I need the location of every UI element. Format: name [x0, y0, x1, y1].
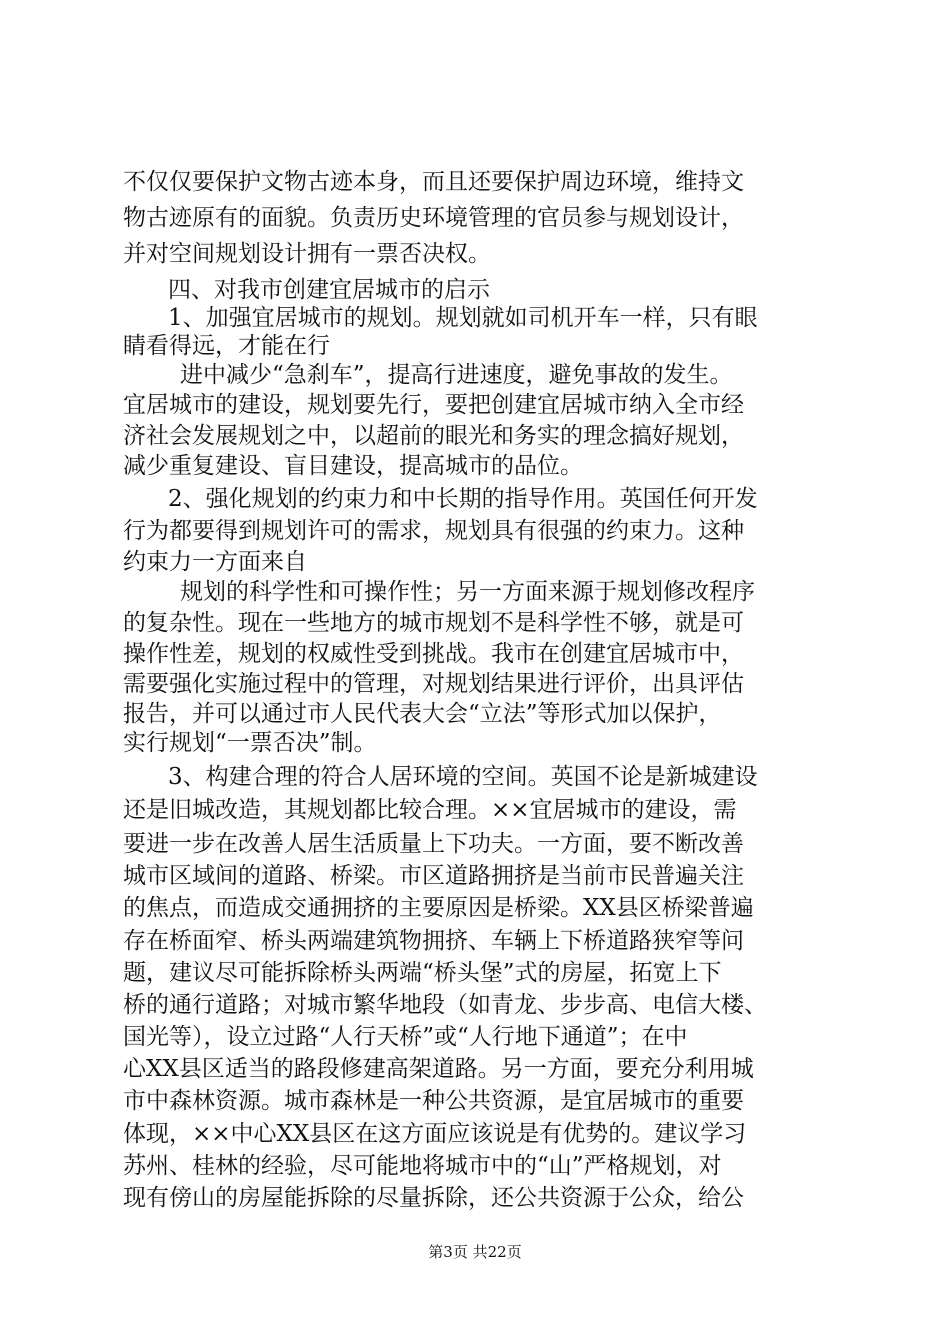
text-line-9: 济社会发展规划之中，以超前的眼光和务实的理念搞好规划， [123, 423, 744, 449]
text-line-20: 3、构建合理的符合人居环境的空间。英国不论是新城建设 [168, 764, 758, 790]
text-line-32: 苏州、桂林的经验，尽可能地将城市中的“山”严格规划，对 [123, 1153, 722, 1179]
text-line-26: 题，建议尽可能拆除桥头两端“桥头堡”式的房屋，拓宽上下 [123, 960, 722, 986]
text-line-17: 需要强化实施过程中的管理，对规划结果进行评价，出具评估 [123, 671, 744, 697]
text-line-29: 心XX县区适当的路段修建高架道路。另一方面，要充分利用城 [123, 1056, 754, 1082]
text-line-30: 市中森林资源。城市森林是一种公共资源，是宜居城市的重要 [123, 1088, 744, 1114]
text-line-16: 操作性差，规划的权威性受到挑战。我市在创建宜居城市中， [123, 641, 744, 667]
text-line-1: 不仅仅要保护文物古迹本身，而且还要保护周边环境，维持文 [123, 169, 744, 195]
text-line-31: 体现，××中心XX县区在这方面应该说是有优势的。建议学习 [123, 1121, 747, 1147]
text-line-25: 存在桥面窄、桥头两端建筑物拥挤、车辆上下桥道路狭窄等问 [123, 928, 744, 954]
text-line-10: 减少重复建设、盲目建设，提高城市的品位。 [123, 453, 583, 479]
text-line-7: 进中减少“急刹车”，提高行进速度，避免事故的发生。 [180, 362, 733, 388]
text-line-28: 国光等），设立过路“人行天桥”或“人行地下通道”；在中 [123, 1024, 688, 1050]
text-line-22: 要进一步在改善人居生活质量上下功夫。一方面，要不断改善 [123, 831, 744, 857]
text-line-21: 还是旧城改造，其规划都比较合理。××宜居城市的建设，需 [123, 797, 737, 823]
text-line-2: 物古迹原有的面貌。负责历史环境管理的官员参与规划设计， [123, 205, 744, 231]
page-number-footer: 第3页 共22页 [428, 1243, 522, 1261]
text-line-33: 现有傍山的房屋能拆除的尽量拆除，还公共资源于公众，给公 [123, 1185, 744, 1211]
text-line-24: 的焦点，而造成交通拥挤的主要原因是桥梁。XX县区桥梁普遍 [123, 895, 754, 921]
text-line-12: 行为都要得到规划许可的需求，规划具有很强的约束力。这种 [123, 518, 744, 544]
text-line-15: 的复杂性。现在一些地方的城市规划不是科学性不够，就是可 [123, 610, 744, 636]
text-line-27: 桥的通行道路；对城市繁华地段（如青龙、步步高、电信大楼、 [123, 992, 767, 1018]
text-line-5: 1、加强宜居城市的规划。规划就如司机开车一样，只有眼 [168, 305, 758, 331]
text-line-6: 睛看得远，才能在行 [123, 333, 330, 359]
text-line-14: 规划的科学性和可操作性；另一方面来源于规划修改程序 [180, 579, 755, 605]
text-line-8: 宜居城市的建设，规划要先行，要把创建宜居城市纳入全市经 [123, 392, 744, 418]
section-heading: 四、对我市创建宜居城市的启示 [168, 277, 490, 303]
text-line-23: 城市区域间的道路、桥梁。市区道路拥挤是当前市民普遍关注 [123, 863, 744, 889]
text-line-13: 约束力一方面来自 [123, 549, 307, 575]
text-line-11: 2、强化规划的约束力和中长期的指导作用。英国任何开发 [168, 486, 758, 512]
text-line-3: 并对空间规划设计拥有一票否决权。 [123, 241, 491, 267]
text-line-19: 实行规划“一票否决”制。 [123, 730, 377, 756]
text-line-18: 报告，并可以通过市人民代表大会“立法”等形式加以保护， [123, 701, 722, 727]
